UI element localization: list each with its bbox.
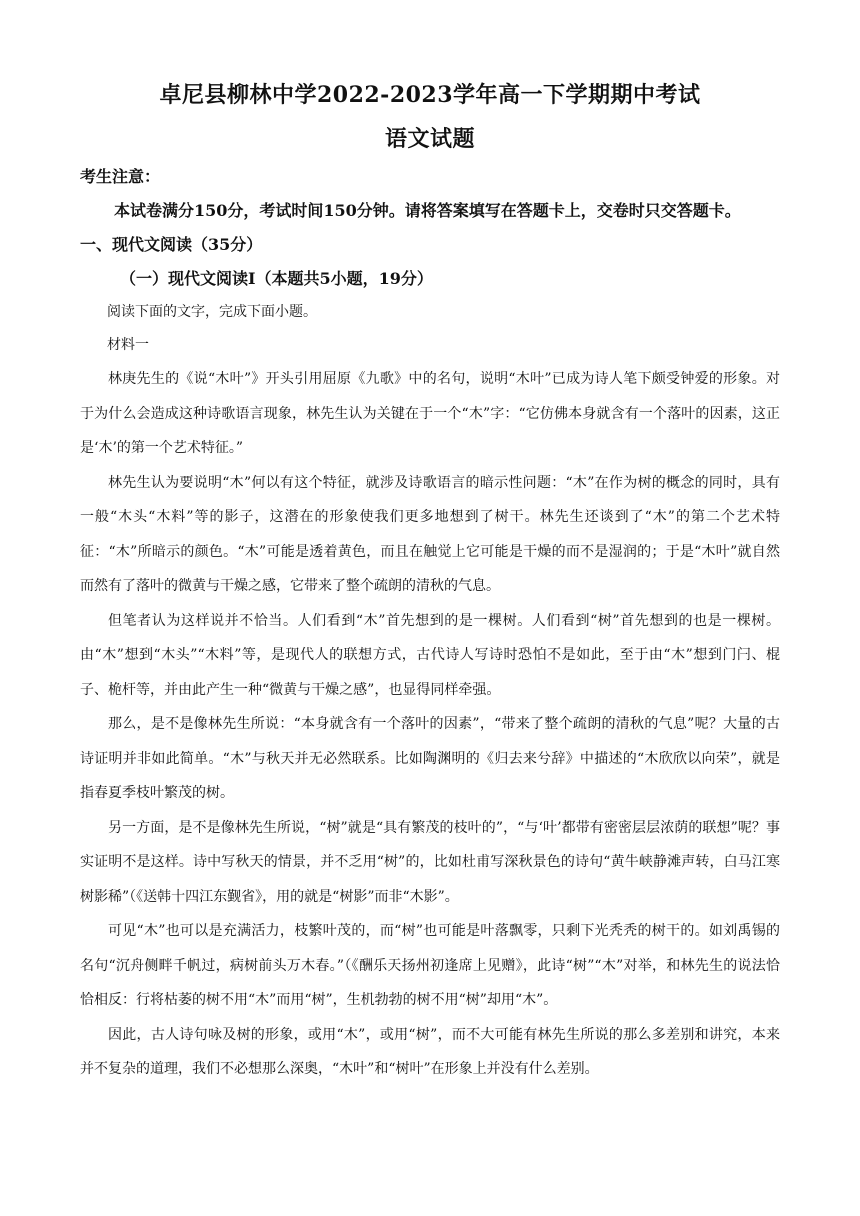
material-label: 材料一	[107, 337, 149, 353]
paragraph: 林庚先生的《说“木叶”》开头引用屈原《九歌》中的名句，说明“木叶”已成为诗人笔下颇受钟爱的形象。对于为什么会造成这种诗歌语言现象，林先生认为关键在于一个“木”字：“它仿佛本身就含有一个落叶的因素，这正是‘木’的第一个艺术特征。”	[80, 371, 780, 456]
paragraph: 另一方面，是不是像林先生所说，“树”就是“具有繁茂的枝叶的”，“与‘叶’都带有密密层层浓荫的联想”呢？事实证明不是这样。诗中写秋天的情景，并不乏用“树”的，比如杜甫写深秋景色的诗句“黄牛峡静滩声转，白马江寒树影稀”（《送韩十四江东觐省》，用的就是“树影”而非“木影”。	[80, 819, 780, 905]
material-body	[80, 362, 780, 1087]
paragraph: 可见“木”也可以是充满活力，枝繁叶茂的，而“树”也可能是叶落飘零，只剩下光秃秃的树干的。如刘禹锡的名句“沉舟侧畔千帆过，病树前头万木春。”（《酬乐天扬州初逢席上见赠》，此诗“树”“木”对举，和林先生的说法恰恰相反：行将枯萎的树不用“木”而用“树”，生机勃勃的树不用“树”却用“木”。	[80, 923, 780, 1008]
paragraph: 那么，是不是像林先生所说：“本身就含有一个落叶的因素”，“带来了整个疏朗的清秋的气息”呢？大量的古诗证明并非如此简单。“木”与秋天并无必然联系。比如陶渊明的《归去来兮辞》中描述的“木欣欣以向荣”，就是指春夏季枝叶繁茂的树。	[80, 716, 780, 801]
subsection-heading: （一）现代文阅读Ⅰ（本题共5小题，19分）	[120, 269, 433, 288]
notice-text: 本试卷满分150分，考试时间150分钟。请将答案填写在答题卡上，交卷时只交答题卡。	[114, 201, 741, 220]
section-heading: 一、现代文阅读（35分）	[80, 235, 263, 254]
exam-subtitle: 语文试题	[384, 126, 475, 152]
reading-instruction: 阅读下面的文字，完成下面小题。	[107, 304, 317, 320]
notice-label: 考生注意：	[80, 167, 161, 186]
paragraph: 因此，古人诗句咏及树的形象，或用“木”，或用“树”，而不大可能有林先生所说的那么多差别和讲究，本来并不复杂的道理，我们不必想那么深奥，“木叶”和“树叶”在形象上并没有什么差别。	[80, 1026, 780, 1077]
paragraph: 但笔者认为这样说并不恰当。人们看到“木”首先想到的是一棵树。人们看到“树”首先想到的也是一棵树。由“木”想到“木头”“木料”等，是现代人的联想方式，古代诗人写诗时恐怕不是如此，至于由“木”想到门闩、棍子、桅杆等，并由此产生一种“微黄与干燥之感”，也显得同样牵强。	[80, 612, 780, 698]
exam-title: 卓尼县柳林中学2022-2023学年高一下学期期中考试	[159, 82, 701, 108]
paragraph: 林先生认为要说明“木”何以有这个特征，就涉及诗歌语言的暗示性问题：“木”在作为树的概念的同时，具有一般“木头“木料”等的影子，这潜在的形象使我们更多地想到了树干。林先生还谈到了“木”的第二个艺术特征：“木”所暗示的颜色。“木”可能是透着黄色，而且在触觉上它可能是干燥的而不是湿润的；于是“木叶”就自然而然有了落叶的微黄与干燥之感，它带来了整个疏朗的清秋的气息。	[80, 474, 780, 594]
